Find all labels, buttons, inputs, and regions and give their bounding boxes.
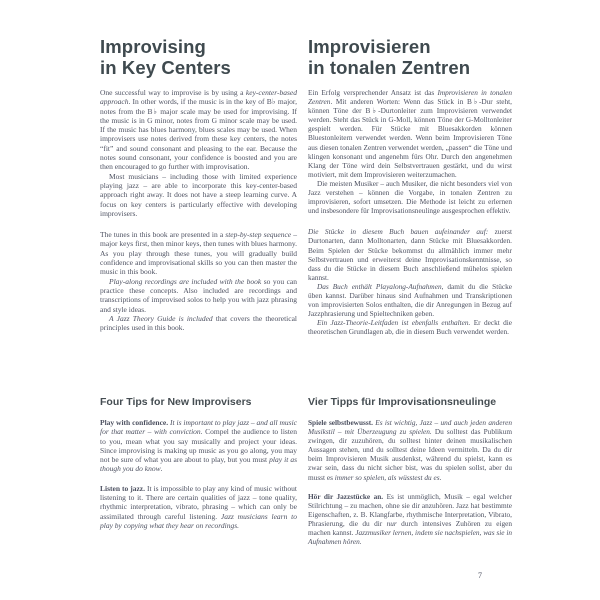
german-column	[308, 0, 513, 547]
text-segment: Play with confidence.	[100, 418, 169, 427]
text-segment: – major keys first, then minor keys, then tunes with blues harmony. As you play through these tunes, you will gradually build confidence and improvisational skills so you can then master the music in this book.	[100, 230, 297, 277]
paragraph	[100, 88, 297, 172]
page-title-german	[308, 36, 512, 78]
text-segment: Hör dir Jazzstücke an.	[308, 491, 384, 501]
english-column	[100, 0, 298, 530]
tips-heading-english: Four Tips for New Improvisers	[100, 396, 252, 408]
text-segment: Jazzmusiker lernen, indem sie nachspielen, was sie in Aufnahmen hören.	[308, 528, 513, 547]
tips-text-english	[100, 418, 297, 530]
title-line-1: Improvisieren	[308, 36, 431, 57]
text-segment: Er deckt die theoretischen Grundlagen ab, die in diesem Buch verwendet werden.	[308, 318, 512, 337]
text-segment: durch intensives Zuhören zu eigen machen kannst.	[308, 518, 513, 538]
text-segment: Das Buch enthält Playalong-Aufnahmen	[317, 281, 442, 291]
text-segment: , damit du die Stücke üben kannst. Darüber hinaus sind Aufnahmen und Transkriptionen von improvisierten Solos enthalten, die dir Anregungen in Bezug auf Jazzphrasierung und Spieltechniken geben.	[308, 281, 512, 319]
intro-text-german	[308, 88, 512, 336]
text-segment: One successful way to improvise is by using a	[100, 88, 246, 97]
text-segment: Es ist wichtig, Jazz – und auch jeden anderen Musikstil – mit Überzeugung zu spielen.	[308, 418, 512, 437]
paragraph	[308, 227, 512, 282]
paragraph	[100, 230, 297, 276]
text-segment: that covers the theoretical principles used in this book.	[100, 313, 297, 333]
text-segment: key-center-based approach	[100, 88, 297, 107]
text-segment: It is important to play jazz – and all music for that matter – with conviction.	[100, 418, 297, 437]
page-number: 7	[478, 571, 482, 580]
paragraph	[308, 179, 512, 215]
text-segment: so you can practice these concepts. Also included are recordings and transcriptions of improvised solos to help you with jazz phrasing and style ideas.	[100, 276, 297, 314]
title-line-2: in Key Centers	[100, 57, 231, 78]
tips-text-german	[308, 418, 512, 546]
text-segment: Jazz musicians learn to play by copying what they hear on recordings.	[100, 511, 297, 530]
text-segment: Play-along recordings are included with the book	[109, 276, 262, 286]
text-segment: play it as though you do know	[100, 455, 298, 474]
text-segment: Compel the audience to listen to you, mean what you say musically and project your ideas. Since improvising is making up music as you go along, you may not be sure of what you are about to play, but you must	[100, 427, 297, 465]
text-segment: . In other words, if the music is in the key of B♭ major, notes from the B♭ major scale may be used for improvising. If the music is in G minor, notes from G minor scale may be used. If the music has blues harmony, blues scales may be used. When improvisers use notes derived from these key centers, the notes “fit” and sound consonant and pleasing to the ear. Because the notes sound consonant, your confidence is boosted and you are then encouraged to go further with improvisation.	[100, 97, 297, 172]
text-segment: Du solltest das Publikum zwingen, dir zuzuhören, du solltest hinter deinen musikalischen Aussagen stehen, und du solltest deine Ideen vermitteln. Da du dir beim Improvisieren Musik ausdenkst, während du spielst, kann es zwar sein, dass du nicht sicher bist, was du spielen sollst, aber du musst es	[308, 427, 512, 482]
text-segment: nur	[386, 518, 397, 528]
text-segment: immer so spielen, als wüsstest du es	[334, 472, 440, 482]
text-segment: Ein Erfolg versprechender Ansatz ist das	[308, 88, 438, 97]
paragraph	[308, 492, 512, 547]
tips-section-german	[308, 396, 512, 556]
paragraph	[308, 88, 512, 179]
text-segment: Die meisten Musiker – auch Musiker, die nicht besonders viel von Jazz verstehen – können die Vorgabe, in tonalen Zentren zu improvisieren, sofort umsetzen. Die Methode ist leicht zu erlernen und insbesondere für Improvisationsneulinge ausgesprochen effektiv.	[308, 178, 512, 216]
paragraph	[308, 282, 512, 318]
text-segment: It is impossible to play any kind of music without listening to it. There are certain qualities of jazz – tone quality, rhythmic interpretation, vibrato, phrasing – which can only be assimilated through careful listening.	[100, 483, 297, 521]
text-segment: The tunes in this book are presented in a	[100, 230, 226, 240]
text-segment: Die Stücke in diesem Buch bauen aufeinander auf:	[308, 227, 489, 237]
tips-section-english	[100, 396, 297, 540]
text-segment: Ein Jazz-Theorie-Leitfaden ist ebenfalls enthalten.	[317, 318, 471, 328]
paragraph	[308, 318, 512, 336]
paragraph	[308, 418, 512, 482]
title-line-1: Improvising	[100, 36, 206, 57]
text-segment: A Jazz Theory Guide is included	[109, 313, 213, 323]
paragraph	[100, 314, 297, 333]
text-segment: . Mit anderen Worten: Wenn das Stück in B♭-Dur steht, können Töne der B♭-Durtonleiter zum Improvisieren verwendet werden. Steht das Stück in G-Moll, können Töne der G-Molltonleiter gespielt werden. Für Stücke mit Bluesakkorden können Bluestonleitern verwendet werden. Wenn beim Improvisieren Töne aus diesen tonalen Zentren verwendet werden, „passen“ die Töne und klingen konsonant und angenehm fürs Ohr. Durch den angenehmen Klang der Töne wird dein Selbstvertrauen gestärkt, und du wirst motiviert, mit dem Improvisieren weiterzumachen.	[308, 97, 512, 179]
tips-heading-german: Vier Tipps für Improvisationsneulinge	[308, 396, 497, 408]
text-segment: Improvisieren in tonalen Zentren	[308, 88, 512, 107]
text-segment: Spiele selbstbewusst.	[308, 418, 373, 427]
title-line-2: in tonalen Zentren	[308, 57, 471, 78]
text-segment: Es ist unmöglich, Musik – egal welcher Stilrichtung – zu machen, ohne sie dir anzuhören. Jazz hat bestimmte Eigenschaften, z. B. Klangfarbe, rhythmische Interpretation, Vibrato, Phrasierung, die du dir	[308, 491, 512, 528]
text-segment: step-by-step sequence	[225, 230, 292, 240]
paragraph	[100, 484, 297, 530]
text-segment: Listen to jazz.	[100, 483, 146, 493]
paragraph	[100, 418, 297, 474]
paragraph	[100, 277, 297, 314]
text-segment: .	[439, 472, 442, 482]
text-segment: Most musicians – including those with limited experience playing jazz – are able to incorporate this key-center-based approach right away. It does not have a steep learning curve. A focus on key centers is particularly effective with developing improvisers.	[100, 171, 297, 218]
page-title-english	[100, 36, 297, 78]
paragraph	[100, 172, 297, 218]
text-segment: zuerst Durtonarten, dann Molltonarten, dann Stücke mit Bluesakkorden. Beim Spielen der Stücke bekommst du allmählich immer mehr Selbstvertrauen und erweiterst deine Improvisationskenntnisse, so dass du die Stücke in diesem Buch anschließend mühelos spielen kannst.	[308, 227, 512, 282]
intro-text-english	[100, 88, 297, 332]
text-segment: .	[160, 464, 163, 474]
